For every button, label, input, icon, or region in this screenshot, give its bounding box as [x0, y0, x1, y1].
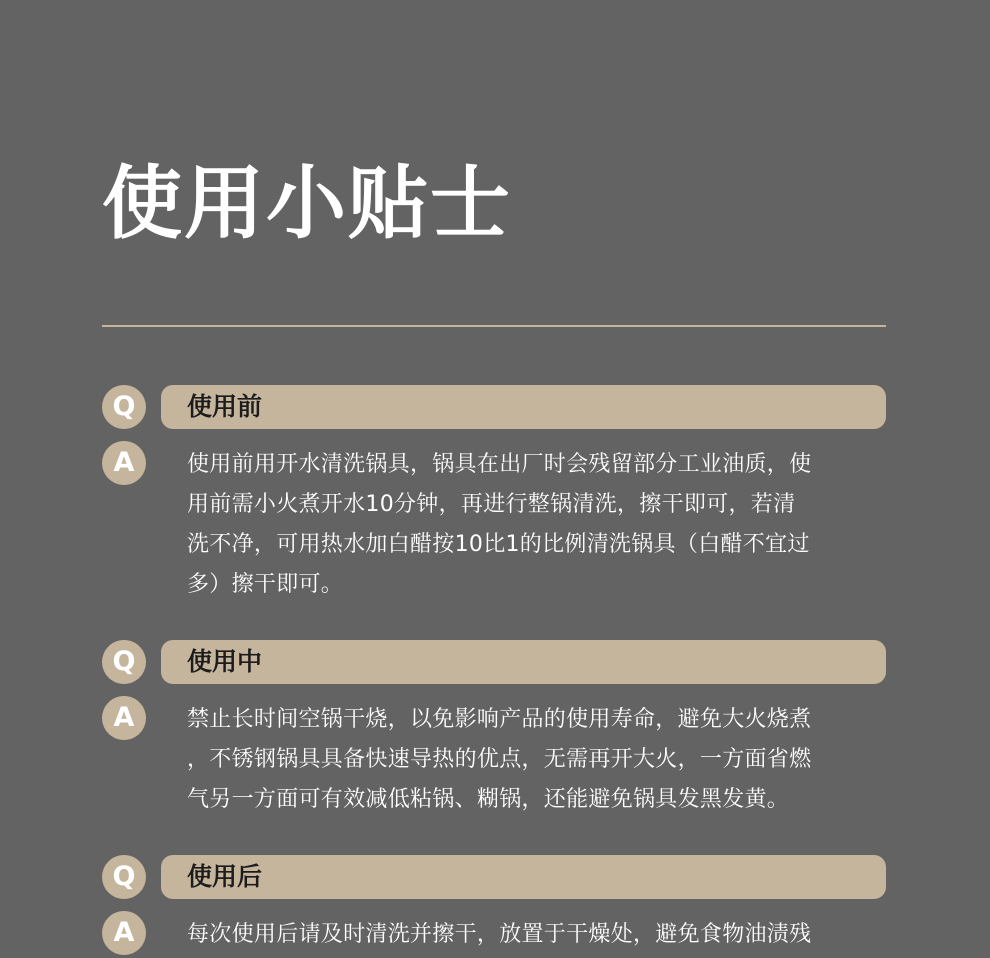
answer-text — [187, 915, 887, 955]
page-title: 使用小贴士 — [102, 157, 512, 250]
answer-line: 禁止长时间空锅干烧，以免影响产品的使用寿命，避免大火烧煮 — [187, 707, 812, 732]
a-badge: A — [102, 441, 146, 485]
title-divider — [102, 325, 886, 327]
question-bar: 使用前 — [161, 385, 886, 429]
answer-line: 使用前用开水清洗锅具，锅具在出厂时会残留部分工业油质，使 — [187, 452, 812, 477]
answer-line: 洗不净，可用热水加白醋按10比1的比例清洗锅具（白醋不宜过 — [187, 532, 810, 557]
answer-line: 多）擦干即可。 — [187, 572, 344, 597]
answer-line: 用前需小火煮开水10分钟，再进行整锅清洗，擦干即可，若清 — [187, 492, 796, 517]
question-bar: 使用后 — [161, 855, 886, 899]
answer-text — [187, 700, 887, 820]
answer-line: ，不锈钢锅具具备快速导热的优点，无需再开大火，一方面省燃 — [187, 747, 812, 772]
a-badge: A — [102, 696, 146, 740]
question-bar: 使用中 — [161, 640, 886, 684]
q-badge: Q — [102, 855, 146, 899]
a-badge: A — [102, 911, 146, 955]
answer-line: 气另一方面可有效减低粘锅、糊锅，还能避免锅具发黑发黄。 — [187, 787, 790, 812]
answer-text — [187, 445, 887, 605]
answer-line: 每次使用后请及时清洗并擦干，放置于干燥处，避免食物油渍残 — [187, 922, 812, 947]
q-badge: Q — [102, 640, 146, 684]
q-badge: Q — [102, 385, 146, 429]
